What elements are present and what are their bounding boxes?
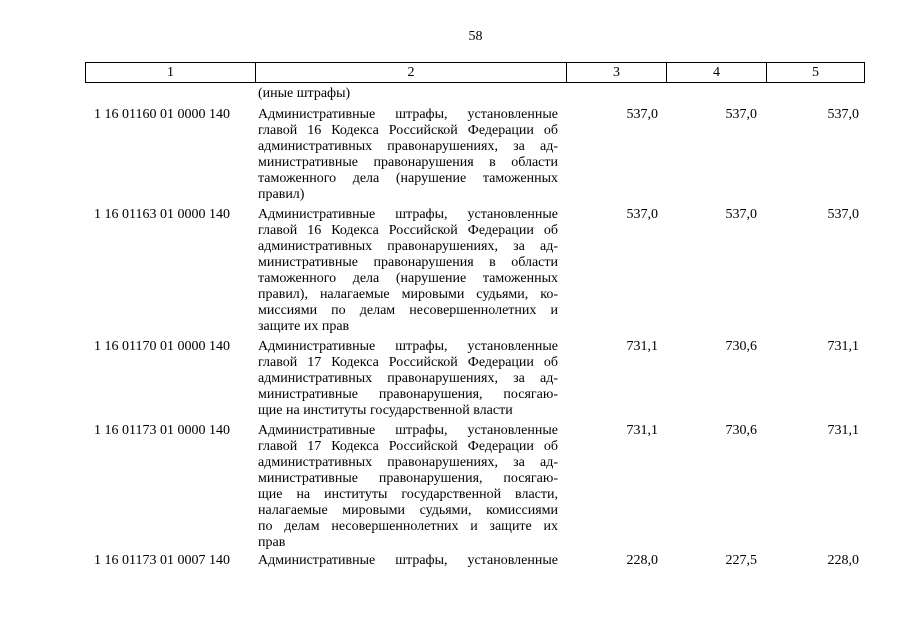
value-col-5: 228,0 (827, 553, 859, 568)
row-description (258, 339, 558, 419)
value-col-3: 537,0 (626, 207, 658, 222)
value-col-3: 731,1 (626, 339, 658, 354)
description-line: налагаемые мировыми судьями, комиссиями (258, 503, 558, 518)
description-line: административных правонарушениях, за ад- (258, 371, 558, 386)
value-col-4: 537,0 (725, 107, 757, 122)
row-description (258, 107, 558, 203)
value-col-4: 537,0 (725, 207, 757, 222)
value-col-5: 537,0 (827, 207, 859, 222)
row-code: 1 16 01173 01 0000 140 (94, 423, 230, 438)
row-description (258, 207, 558, 335)
header-col-2: 2 (256, 63, 567, 82)
description-line: миссиями по делам несовершеннолетних и (258, 303, 558, 318)
description-line: административных правонарушениях, за ад- (258, 239, 558, 254)
description-line: Административные штрафы, установленные (258, 207, 558, 222)
description-line: административных правонарушениях, за ад- (258, 455, 558, 470)
row-code: 1 16 01173 01 0007 140 (94, 553, 230, 568)
description-line: щие на институты государственной власти (258, 403, 513, 418)
header-col-5: 5 (812, 65, 819, 80)
description-line: министративные правонарушения в области (258, 255, 558, 270)
description-line: министративные правонарушения, посягаю- (258, 471, 558, 486)
value-col-3: 228,0 (626, 553, 658, 568)
description-line: Административные штрафы, установленные (258, 553, 558, 568)
description-line: главой 17 Кодекса Российской Федерации об (258, 439, 558, 454)
table-row (85, 107, 865, 202)
table-row (85, 207, 865, 334)
description-line: таможенного дела (нарушение таможенных (258, 271, 558, 286)
description-line: правил) (258, 187, 305, 202)
description-line: главой 16 Кодекса Российской Федерации об (258, 223, 558, 238)
row-description (258, 423, 558, 551)
description-line: защите их прав (258, 319, 350, 334)
header-col-4: 4 (667, 63, 767, 82)
description-line: главой 16 Кодекса Российской Федерации об (258, 123, 558, 138)
header-col-1: 1 (86, 63, 256, 82)
description-line: по делам несовершеннолетних и защите их (258, 519, 558, 534)
row-description (258, 553, 558, 569)
page-number: 58 (468, 29, 483, 44)
row-code: 1 16 01160 01 0000 140 (94, 107, 230, 122)
description-line: Административные штрафы, установленные (258, 107, 558, 122)
table-row (85, 339, 865, 418)
description-line: таможенного дела (нарушение таможенных (258, 171, 558, 186)
table-header-row (85, 62, 865, 83)
value-col-3: 537,0 (626, 107, 658, 122)
header-col-3: 3 (567, 63, 667, 82)
table-row (85, 553, 865, 573)
description-line: правил), налагаемые мировыми судьями, ко- (258, 287, 558, 302)
description-line: министративные правонарушения в области (258, 155, 558, 170)
continued-description: (иные штрафы) (258, 86, 351, 101)
table-row (85, 423, 865, 550)
description-line: щие на институты государственной власти, (258, 487, 558, 502)
description-line: Административные штрафы, установленные (258, 423, 558, 438)
row-code: 1 16 01163 01 0000 140 (94, 207, 230, 222)
value-col-3: 731,1 (626, 423, 658, 438)
description-line: министративные правонарушения, посягаю- (258, 387, 558, 402)
description-line: главой 17 Кодекса Российской Федерации об (258, 355, 558, 370)
value-col-5: 731,1 (827, 339, 859, 354)
value-col-4: 730,6 (725, 339, 757, 354)
description-line: прав (258, 535, 286, 550)
description-line: Административные штрафы, установленные (258, 339, 558, 354)
value-col-5: 537,0 (827, 107, 859, 122)
value-col-4: 227,5 (725, 553, 757, 568)
row-code: 1 16 01170 01 0000 140 (94, 339, 230, 354)
description-line: административных правонарушениях, за ад- (258, 139, 558, 154)
value-col-5: 731,1 (827, 423, 859, 438)
value-col-4: 730,6 (725, 423, 757, 438)
